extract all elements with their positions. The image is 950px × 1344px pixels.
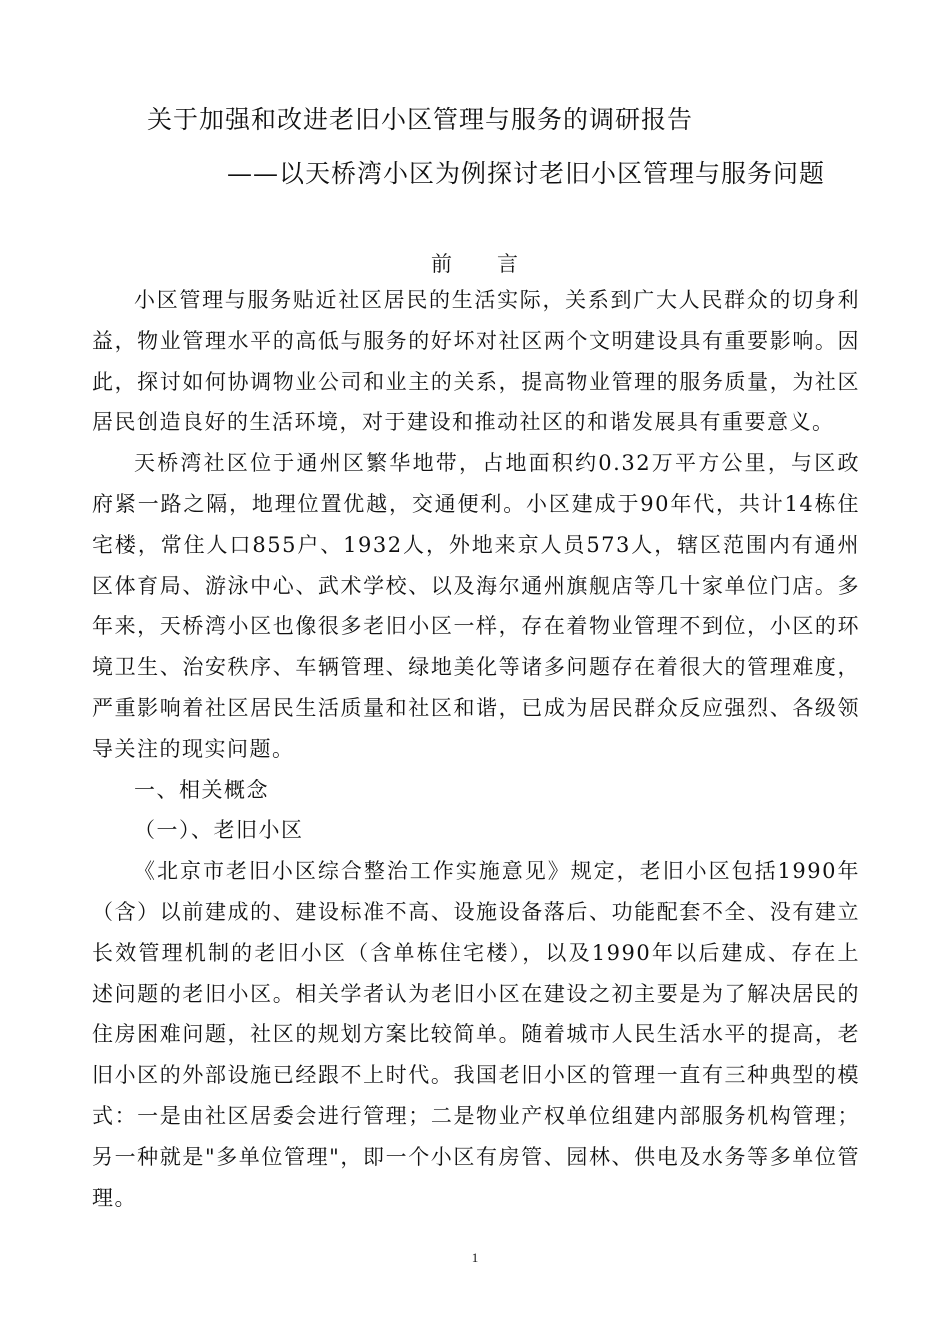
paragraph-intro: 小区管理与服务贴近社区居民的生活实际，关系到广大人民群众的切身利益，物业管理水平的高低与服务的好坏对社区两个文明建设具有重要影响。因此，探讨如何协调物业公司和业主的关系，提高物业管理的服务质量，为社区居民创造良好的生活环境，对于建设和推动社区的和谐发展具有重要意义。 [92, 288, 860, 435]
section-heading-related-concepts: 一、相关概念 [134, 777, 269, 802]
document-body [92, 280, 860, 1218]
paragraph-community-overview: 天桥湾社区位于通州区繁华地带，占地面积约0.32万平方公里，与区政府紧一路之隔，地理位置优越，交通便利。小区建成于90年代，共计14栋住宅楼，常住人口855户、1932人，外地来京人员573人，辖区范围内有通州区体育局、游泳中心、武术学校、以及海尔通州旗舰店等几十家单位门店。多年来，天桥湾小区也像很多老旧小区一样，存在着物业管理不到位，小区的环境卫生、治安秩序、车辆管理、绿地美化等诸多问题存在着很大的管理难度，严重影响着社区居民生活质量和社区和谐，已成为居民群众反应强烈、各级领导关注的现实问题。 [92, 451, 860, 761]
preface-heading: 前 言 [431, 252, 519, 276]
paragraph-old-community-definition: 《北京市老旧小区综合整治工作实施意见》规定，老旧小区包括1990年（含）以前建成的、建设标准不高、设施设备落后、功能配套不全、没有建立长效管理机制的老旧小区（含单栋住宅楼），以及1990年以后建成、存在上述问题的老旧小区。相关学者认为老旧小区在建设之初主要是为了解决居民的住房困难问题，社区的规划方案比较简单。随着城市人民生活水平的提高，老旧小区的外部设施已经跟不上时代。我国老旧小区的管理一直有三种典型的模式：一是由社区居委会进行管理；二是物业产权单位组建内部服务机构管理；另一种就是"多单位管理"，即一个小区有房管、园林、供电及水务等多单位管理。 [92, 859, 860, 1210]
document-title: 关于加强和改进老旧小区管理与服务的调研报告 [147, 105, 694, 134]
page-number: 1 [471, 1250, 479, 1265]
document-subtitle: ——以天桥湾小区为例探讨老旧小区管理与服务问题 [227, 159, 826, 188]
subsection-heading-old-communities: （一）、老旧小区 [134, 818, 304, 843]
